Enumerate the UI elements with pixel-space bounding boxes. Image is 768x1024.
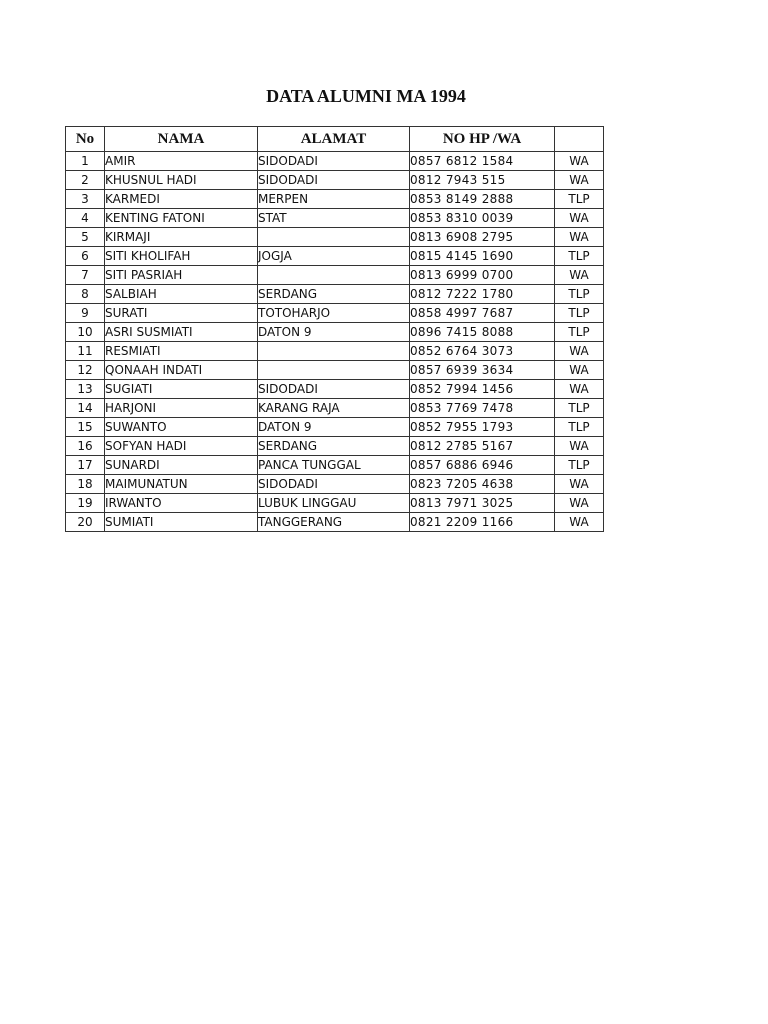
cell-hp: 0812 7943 515 [410, 171, 555, 190]
cell-type: WA [555, 228, 604, 247]
cell-alamat: KARANG RAJA [258, 399, 410, 418]
cell-alamat: TOTOHARJO [258, 304, 410, 323]
cell-alamat: SERDANG [258, 285, 410, 304]
table-row [66, 171, 604, 190]
cell-alamat [258, 228, 410, 247]
cell-no: 10 [66, 323, 105, 342]
cell-hp: 0813 6999 0700 [410, 266, 555, 285]
cell-alamat: SIDODADI [258, 380, 410, 399]
cell-alamat [258, 266, 410, 285]
cell-nama: KHUSNUL HADI [105, 171, 258, 190]
cell-type: TLP [555, 304, 604, 323]
cell-nama: SURATI [105, 304, 258, 323]
cell-type: TLP [555, 456, 604, 475]
cell-type: TLP [555, 285, 604, 304]
cell-type: WA [555, 361, 604, 380]
cell-nama: SUWANTO [105, 418, 258, 437]
cell-nama: KENTING FATONI [105, 209, 258, 228]
cell-nama: HARJONI [105, 399, 258, 418]
cell-no: 17 [66, 456, 105, 475]
cell-hp: 0821 2209 1166 [410, 513, 555, 532]
cell-alamat: MERPEN [258, 190, 410, 209]
table-body [66, 152, 604, 532]
cell-alamat: SIDODADI [258, 171, 410, 190]
cell-type: WA [555, 171, 604, 190]
cell-no: 4 [66, 209, 105, 228]
cell-no: 13 [66, 380, 105, 399]
table-row [66, 399, 604, 418]
cell-no: 9 [66, 304, 105, 323]
cell-no: 12 [66, 361, 105, 380]
cell-type: TLP [555, 247, 604, 266]
cell-alamat: DATON 9 [258, 418, 410, 437]
cell-no: 3 [66, 190, 105, 209]
cell-no: 5 [66, 228, 105, 247]
column-header-hp: NO HP /WA [410, 127, 555, 152]
cell-no: 8 [66, 285, 105, 304]
cell-hp: 0853 7769 7478 [410, 399, 555, 418]
table-row [66, 266, 604, 285]
cell-type: WA [555, 494, 604, 513]
cell-type: TLP [555, 323, 604, 342]
table-row [66, 152, 604, 171]
cell-type: WA [555, 342, 604, 361]
cell-hp: 0857 6939 3634 [410, 361, 555, 380]
cell-type: WA [555, 209, 604, 228]
table-row [66, 437, 604, 456]
cell-no: 2 [66, 171, 105, 190]
cell-no: 1 [66, 152, 105, 171]
cell-nama: QONAAH INDATI [105, 361, 258, 380]
cell-hp: 0853 8310 0039 [410, 209, 555, 228]
alumni-table [65, 126, 604, 532]
table-row [66, 418, 604, 437]
header-row [66, 127, 604, 152]
cell-hp: 0815 4145 1690 [410, 247, 555, 266]
cell-type: WA [555, 437, 604, 456]
page-title: DATA ALUMNI MA 1994 [266, 86, 466, 106]
cell-no: 19 [66, 494, 105, 513]
column-header-no: No [66, 127, 105, 152]
cell-type: WA [555, 152, 604, 171]
cell-nama: IRWANTO [105, 494, 258, 513]
cell-nama: SALBIAH [105, 285, 258, 304]
cell-alamat: PANCA TUNGGAL [258, 456, 410, 475]
cell-alamat [258, 361, 410, 380]
cell-type: TLP [555, 418, 604, 437]
cell-nama: ASRI SUSMIATI [105, 323, 258, 342]
table-row [66, 456, 604, 475]
cell-nama: SUGIATI [105, 380, 258, 399]
cell-alamat: SIDODADI [258, 475, 410, 494]
table-row [66, 380, 604, 399]
cell-type: WA [555, 475, 604, 494]
cell-hp: 0853 8149 2888 [410, 190, 555, 209]
table-row [66, 285, 604, 304]
cell-alamat: DATON 9 [258, 323, 410, 342]
cell-nama: SOFYAN HADI [105, 437, 258, 456]
cell-type: TLP [555, 399, 604, 418]
cell-hp: 0858 4997 7687 [410, 304, 555, 323]
cell-nama: SITI PASRIAH [105, 266, 258, 285]
cell-hp: 0852 7955 1793 [410, 418, 555, 437]
cell-hp: 0813 7971 3025 [410, 494, 555, 513]
table-row [66, 342, 604, 361]
cell-type: TLP [555, 190, 604, 209]
cell-type: WA [555, 380, 604, 399]
cell-nama: KIRMAJI [105, 228, 258, 247]
cell-alamat: SERDANG [258, 437, 410, 456]
cell-alamat [258, 342, 410, 361]
cell-no: 15 [66, 418, 105, 437]
cell-no: 7 [66, 266, 105, 285]
cell-nama: MAIMUNATUN [105, 475, 258, 494]
cell-alamat: JOGJA [258, 247, 410, 266]
table-row [66, 247, 604, 266]
cell-no: 18 [66, 475, 105, 494]
cell-hp: 0852 7994 1456 [410, 380, 555, 399]
cell-no: 11 [66, 342, 105, 361]
cell-no: 14 [66, 399, 105, 418]
cell-hp: 0852 6764 3073 [410, 342, 555, 361]
column-header-nama: NAMA [105, 127, 258, 152]
table-row [66, 475, 604, 494]
cell-no: 20 [66, 513, 105, 532]
cell-hp: 0857 6812 1584 [410, 152, 555, 171]
cell-alamat: SIDODADI [258, 152, 410, 171]
cell-type: WA [555, 266, 604, 285]
table-row [66, 209, 604, 228]
table-row [66, 228, 604, 247]
cell-nama: SUMIATI [105, 513, 258, 532]
cell-nama: AMIR [105, 152, 258, 171]
column-header-type [555, 127, 604, 152]
cell-hp: 0857 6886 6946 [410, 456, 555, 475]
table-row [66, 304, 604, 323]
table-row [66, 513, 604, 532]
cell-alamat: LUBUK LINGGAU [258, 494, 410, 513]
cell-type: WA [555, 513, 604, 532]
cell-nama: RESMIATI [105, 342, 258, 361]
cell-no: 6 [66, 247, 105, 266]
cell-hp: 0812 2785 5167 [410, 437, 555, 456]
column-header-alamat: ALAMAT [258, 127, 410, 152]
cell-nama: KARMEDI [105, 190, 258, 209]
table-row [66, 323, 604, 342]
table-row [66, 361, 604, 380]
table-row [66, 190, 604, 209]
cell-alamat: TANGGERANG [258, 513, 410, 532]
cell-nama: SITI KHOLIFAH [105, 247, 258, 266]
cell-hp: 0813 6908 2795 [410, 228, 555, 247]
cell-hp: 0812 7222 1780 [410, 285, 555, 304]
cell-hp: 0823 7205 4638 [410, 475, 555, 494]
cell-hp: 0896 7415 8088 [410, 323, 555, 342]
table-row [66, 494, 604, 513]
cell-alamat: STAT [258, 209, 410, 228]
cell-nama: SUNARDI [105, 456, 258, 475]
cell-no: 16 [66, 437, 105, 456]
